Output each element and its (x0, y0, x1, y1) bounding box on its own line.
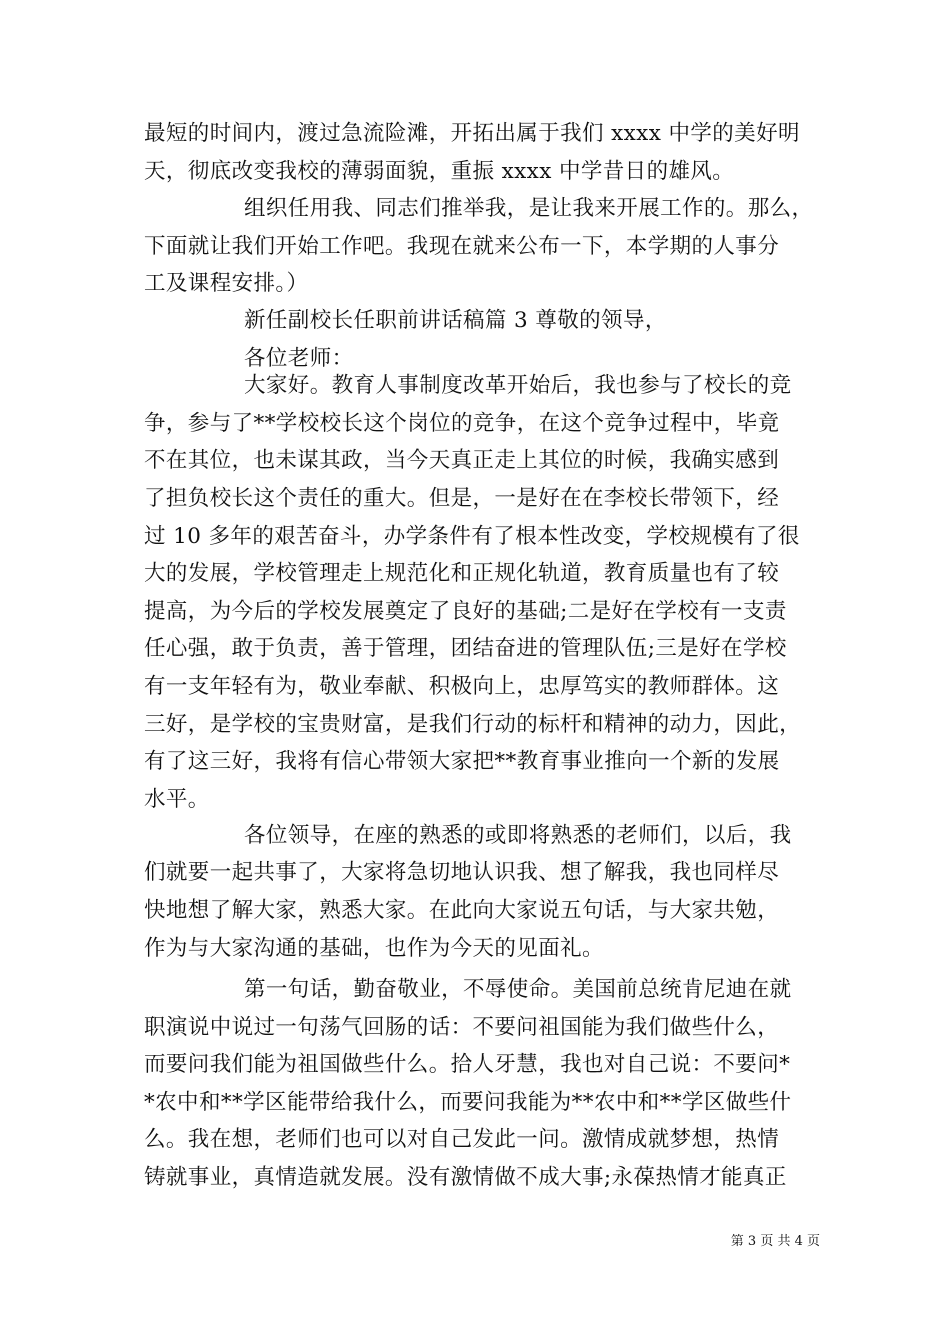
text-line: 有一支年轻有为，敬业奉献、积极向上，忠厚笃实的教师群体。这 (144, 674, 780, 699)
text-line: 么。我在想，老师们也可以对自己发此一问。激情成就梦想，热情 (144, 1127, 780, 1152)
text-line: 组织任用我、同志们推举我，是让我来开展工作的。那么， (244, 196, 814, 221)
text-line: 作为与大家沟通的基础，也作为今天的见面礼。 (144, 936, 604, 961)
text-line: 职演说中说过一句荡气回肠的话：不要问祖国能为我们做些什么， (144, 1015, 780, 1040)
text-line: 天，彻底改变我校的薄弱面貌，重振 xxxx 中学昔日的雄风。 (144, 159, 735, 184)
section-heading: 新任副校长任职前讲话稿篇 3 尊敬的领导， (244, 308, 667, 333)
text-line: 快地想了解大家，熟悉大家。在此向大家说五句话，与大家共勉， (144, 898, 780, 923)
text-line: 提高，为今后的学校发展奠定了良好的基础;二是好在学校有一支责 (144, 599, 787, 624)
page-number: 第 3 页 共 4 页 (730, 1234, 820, 1249)
text-line: 大的发展，学校管理走上规范化和正规化轨道，教育质量也有了较 (144, 561, 780, 586)
text-line: 争，参与了**学校校长这个岗位的竞争，在这个竞争过程中，毕竟 (144, 411, 780, 436)
text-line: 水平。 (144, 787, 210, 812)
text-line: 下面就让我们开始工作吧。我现在就来公布一下，本学期的人事分 (144, 234, 780, 259)
text-line: 大家好。教育人事制度改革开始后，我也参与了校长的竞 (244, 373, 792, 398)
text-line: 不在其位，也未谋其政，当今天真正走上其位的时候，我确实感到 (144, 448, 780, 473)
text-line: 三好，是学校的宝贵财富，是我们行动的标杆和精神的动力，因此， (144, 712, 802, 737)
text-line: 第一句话，勤奋敬业，不辱使命。美国前总统肯尼迪在就 (244, 977, 792, 1002)
text-line: 了担负校长这个责任的重大。但是，一是好在在李校长带领下，经 (144, 486, 780, 511)
text-line: 而要问我们能为祖国做些什么。拾人牙慧，我也对自己说：不要问* (144, 1052, 791, 1077)
text-line: 最短的时间内，渡过急流险滩，开拓出属于我们 xxxx 中学的美好明 (144, 121, 800, 146)
text-line: *农中和**学区能带给我什么，而要问我能为**农中和**学区做些什 (144, 1090, 792, 1115)
text-line: 有了这三好，我将有信心带领大家把**教育事业推向一个新的发展 (144, 749, 780, 774)
text-line: 过 10 多年的艰苦奋斗，办学条件有了根本性改变，学校规模有了很 (144, 524, 800, 549)
text-line: 各位老师： (244, 346, 354, 371)
text-line: 各位领导，在座的熟悉的或即将熟悉的老师们，以后，我 (244, 823, 792, 848)
text-line: 们就要一起共事了，大家将急切地认识我、想了解我，我也同样尽 (144, 860, 780, 885)
text-line: 铸就事业，真情造就发展。没有激情做不成大事;永葆热情才能真正 (144, 1165, 787, 1190)
text-line: 任心强，敢于负责，善于管理，团结奋进的管理队伍;三是好在学校 (144, 636, 787, 661)
text-line: 工及课程安排。） (144, 271, 309, 296)
